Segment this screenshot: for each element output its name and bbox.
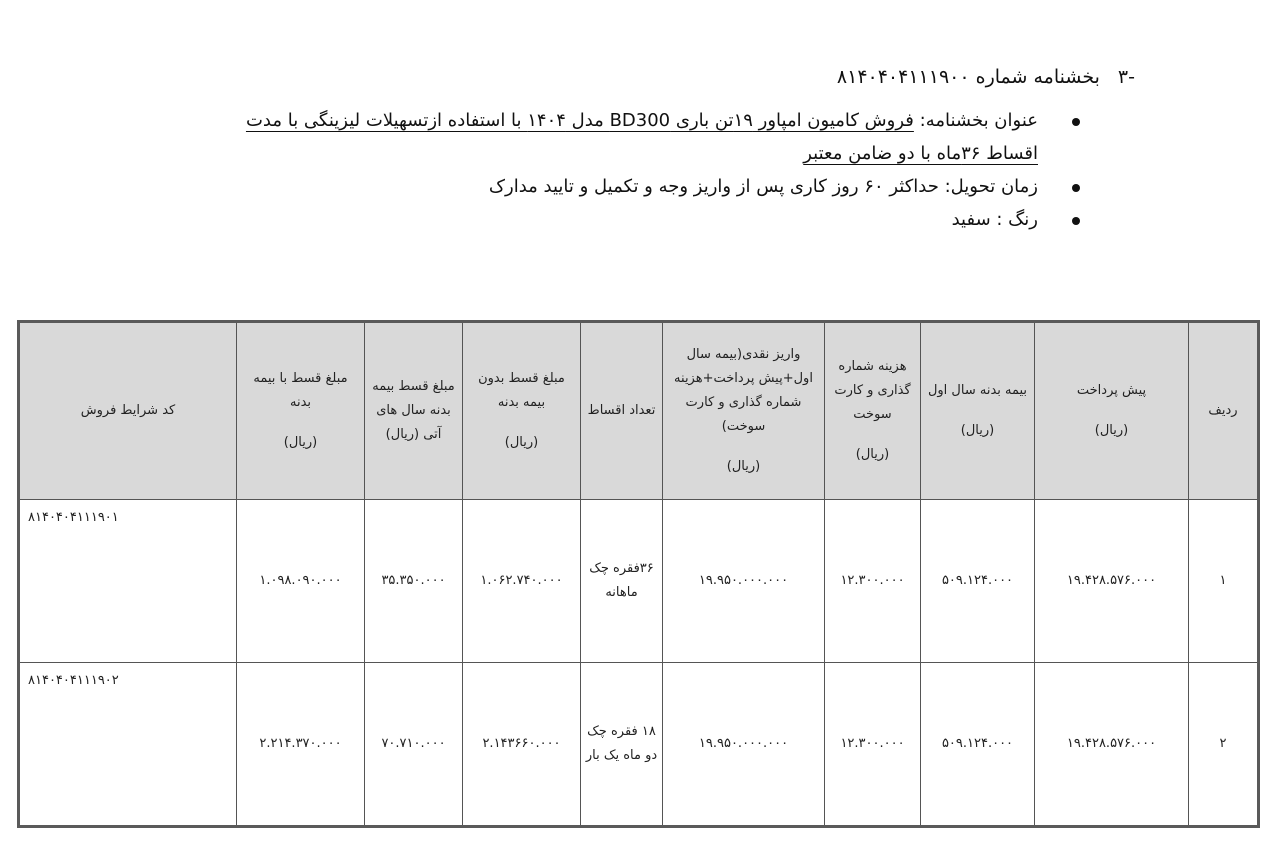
header-prepayment: پیش پرداخت (ریال) [1035, 322, 1189, 500]
bullet-icon [1072, 184, 1080, 192]
cell-prepayment: ۱۹.۴۲۸.۵۷۶.۰۰۰ [1035, 663, 1189, 827]
cell-row-number: ۱ [1189, 500, 1259, 663]
cell-plate-fuel-cost: ۱۲.۳۰۰.۰۰۰ [825, 500, 921, 663]
title-label: عنوان بخشنامه: [919, 110, 1038, 131]
header-row-number: ردیف [1189, 322, 1259, 500]
circular-heading [837, 66, 1135, 88]
color-text: رنگ : سفید [951, 209, 1038, 230]
list-item-delivery [195, 170, 1080, 203]
header-installment-with-insurance: مبلغ قسط با بیمه بدنه (ریال) [237, 322, 365, 500]
bullet-icon [1072, 118, 1080, 126]
cell-cash-deposit: ۱۹.۹۵۰.۰۰۰.۰۰۰ [663, 663, 825, 827]
cell-sale-code: ۸۱۴۰۴۰۴۱۱۱۹۰۱ [19, 500, 237, 663]
cell-installment-no-insurance: ۲.۱۴۳۶۶۰.۰۰۰ [463, 663, 581, 827]
cell-installments-count: ۳۶فقره چک ماهانه [581, 500, 663, 663]
cell-installment-no-insurance: ۱.۰۶۲.۷۴۰.۰۰۰ [463, 500, 581, 663]
title-value: فروش کامیون امپاور ۱۹تن باری BD300 مدل ۱۴۰۴ با استفاده ازتسهیلات لیزینگی با مدت اقساط ۳۶ماه با دو ضامن معتبر [245, 110, 1038, 164]
table-header-row [19, 322, 1259, 500]
header-installments-count: تعداد اقساط [581, 322, 663, 500]
cell-insurance-first-year: ۵۰۹.۱۲۴.۰۰۰ [921, 663, 1035, 827]
heading-text: بخشنامه شماره ۸۱۴۰۴۰۴۱۱۱۹۰۰ [836, 66, 1100, 88]
list-item-color [195, 203, 1080, 236]
cell-sale-code: ۸۱۴۰۴۰۴۱۱۱۹۰۲ [19, 663, 237, 827]
header-cash-deposit: واریز نقدی(بیمه سال اول+پیش پرداخت+هزینه شماره گذاری و کارت سوخت) (ریال) [663, 322, 825, 500]
delivery-text: زمان تحویل: حداکثر ۶۰ روز کاری پس از واریز وجه و تکمیل و تایید مدارک [488, 176, 1038, 197]
heading-number: -۳ [1117, 66, 1135, 88]
header-sale-code: کد شرایط فروش [19, 322, 237, 500]
cell-plate-fuel-cost: ۱۲.۳۰۰.۰۰۰ [825, 663, 921, 827]
cell-installment-future-insurance: ۳۵.۳۵۰.۰۰۰ [365, 500, 463, 663]
cell-row-number: ۲ [1189, 663, 1259, 827]
cell-installment-with-insurance: ۲.۲۱۴.۳۷۰.۰۰۰ [237, 663, 365, 827]
header-installment-future-insurance: مبلغ قسط بیمه بدنه سال های آتی (ریال) [365, 322, 463, 500]
header-plate-fuel-cost: هزینه شماره گذاری و کارت سوخت (ریال) [825, 322, 921, 500]
bullet-icon [1072, 217, 1080, 225]
cell-installments-count: ۱۸ فقره چک دو ماه یک بار [581, 663, 663, 827]
sales-conditions-table [17, 320, 1260, 828]
header-insurance-first-year: بیمه بدنه سال اول (ریال) [921, 322, 1035, 500]
header-installment-no-insurance: مبلغ قسط بدون بیمه بدنه (ریال) [463, 322, 581, 500]
cell-installment-future-insurance: ۷۰.۷۱۰.۰۰۰ [365, 663, 463, 827]
cell-prepayment: ۱۹.۴۲۸.۵۷۶.۰۰۰ [1035, 500, 1189, 663]
cell-cash-deposit: ۱۹.۹۵۰.۰۰۰.۰۰۰ [663, 500, 825, 663]
cell-installment-with-insurance: ۱.۰۹۸.۰۹۰.۰۰۰ [237, 500, 365, 663]
list-item-title [195, 104, 1080, 170]
table-row [19, 500, 1259, 663]
cell-insurance-first-year: ۵۰۹.۱۲۴.۰۰۰ [921, 500, 1035, 663]
circular-details-list [195, 104, 1080, 236]
table-row [19, 663, 1259, 827]
